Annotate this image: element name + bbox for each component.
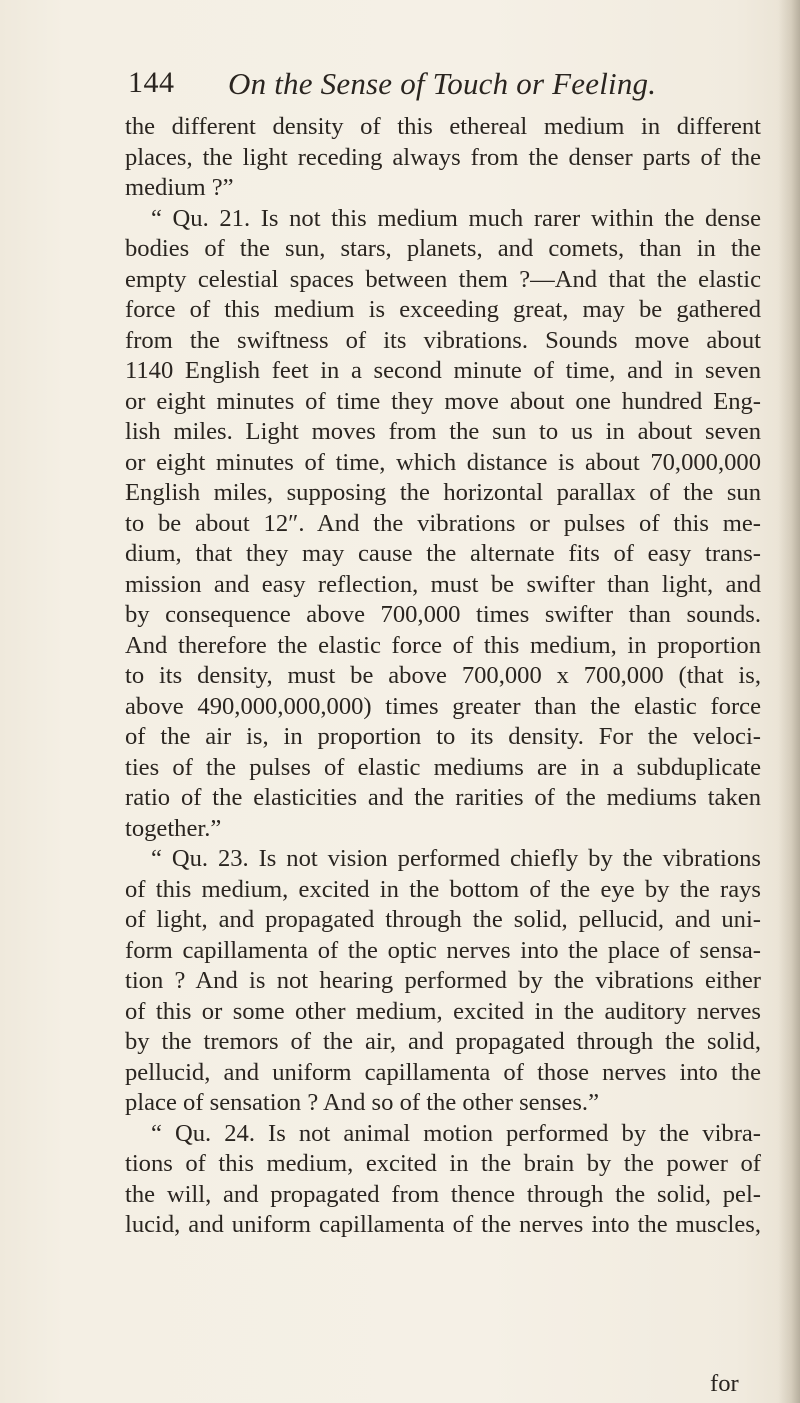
text-line: or eight minutes of time, which distance is about 70,000,000: [125, 448, 761, 476]
catchword: for: [710, 1370, 739, 1397]
text-line: bodies of the sun, stars, planets, and comets, than in the: [125, 235, 761, 262]
page-header: [128, 66, 768, 106]
text-line: of light, and propagated through the solid, pellucid, and uni-: [125, 906, 761, 933]
text-line: ratio of the elasticities and the rarities of the mediums taken: [125, 784, 761, 811]
text-line: form capillamenta of the optic nerves into the place of sensa-: [125, 936, 761, 964]
text-line: lish miles. Light moves from the sun to us in about seven: [125, 418, 761, 445]
body-text: [125, 112, 761, 1241]
text-line: places, the light receding always from the denser parts of the: [125, 143, 761, 171]
text-line: pellucid, and uniform capillamenta of those nerves into the: [125, 1058, 761, 1086]
page-edge-shadow: [778, 0, 800, 1403]
text-line: 1140 English feet in a second minute of time, and in seven: [125, 357, 761, 384]
text-line: place of sensation ? And so of the other senses.”: [125, 1089, 599, 1116]
text-line: by the tremors of the air, and propagated through the solid,: [125, 1028, 761, 1055]
text-line: or eight minutes of time they move about one hundred Eng-: [125, 387, 761, 415]
text-line: lucid, and uniform capillamenta of the nerves into the muscles,: [125, 1211, 761, 1238]
text-line: “ Qu. 24. Is not animal motion performed by the vibra-: [151, 1119, 761, 1147]
text-line: medium ?”: [125, 174, 234, 201]
text-line: from the swiftness of its vibrations. Sounds move about: [125, 326, 761, 354]
page-number: 144: [128, 66, 175, 99]
text-line: dium, that they may cause the alternate fits of easy trans-: [125, 540, 761, 567]
text-line: of this or some other medium, excited in the auditory nerves: [125, 997, 761, 1025]
text-line: “ Qu. 23. Is not vision performed chiefly by the vibrations: [151, 845, 761, 872]
text-line: by consequence above 700,000 times swifter than sounds.: [125, 601, 761, 628]
text-line: And therefore the elastic force of this medium, in proportion: [125, 631, 761, 659]
text-line: to be about 12″. And the vibrations or pulses of this me-: [125, 509, 761, 537]
text-line: force of this medium is exceeding great, may be gathered: [125, 296, 761, 323]
text-line: the different density of this ethereal medium in different: [125, 113, 761, 140]
text-line: tions of this medium, excited in the brain by the power of: [125, 1150, 761, 1177]
text-line: of the air is, in proportion to its density. For the veloci-: [125, 723, 761, 750]
text-line: “ Qu. 21. Is not this medium much rarer within the dense: [151, 204, 761, 232]
text-line: empty celestial spaces between them ?—And that the elastic: [125, 265, 761, 293]
text-line: of this medium, excited in the bottom of the eye by the rays: [125, 875, 761, 903]
text-line: English miles, supposing the horizontal parallax of the sun: [125, 479, 761, 506]
text-line: to its density, must be above 700,000 x 700,000 (that is,: [125, 662, 761, 689]
text-line: mission and easy reflection, must be swifter than light, and: [125, 570, 761, 598]
text-line: above 490,000,000,000) times greater than the elastic force: [125, 692, 761, 720]
text-line: the will, and propagated from thence through the solid, pel-: [125, 1180, 761, 1208]
text-line: together.”: [125, 814, 222, 842]
running-title: On the Sense of Touch or Feeling.: [228, 66, 657, 101]
text-line: ties of the pulses of elastic mediums are in a subduplicate: [125, 753, 761, 781]
text-line: tion ? And is not hearing performed by the vibrations either: [125, 967, 761, 994]
